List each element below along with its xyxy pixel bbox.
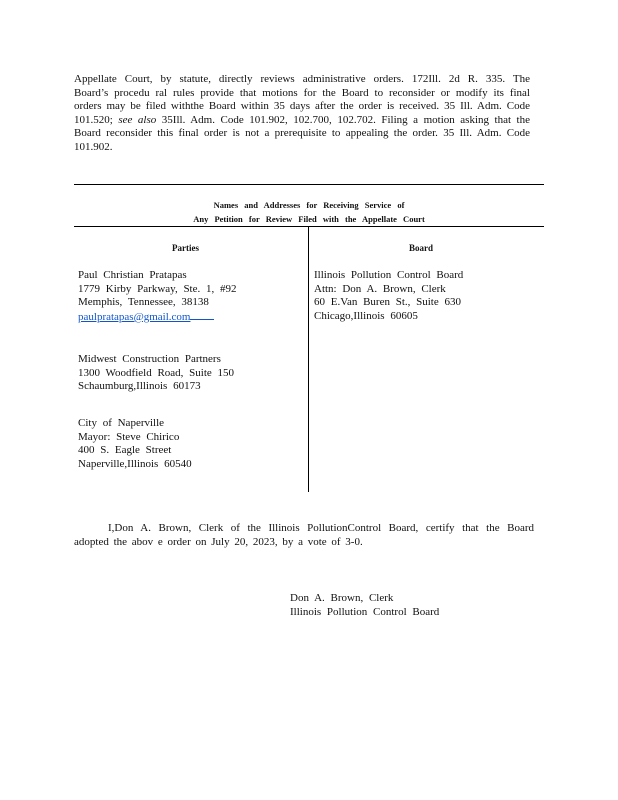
party-block-2 [78, 353, 234, 394]
party-3-street: 400 S. Eagle Street [78, 444, 172, 457]
board-city: Chicago,Illinois 60605 [314, 309, 418, 322]
table-header-rule [74, 226, 544, 227]
table-title-line2: Any Petition for Review Filed with the Appellate Court [193, 214, 425, 224]
board-column-header: Board [409, 243, 434, 253]
paragraph-text-2: 35Ill. Adm. Code 101.902, 102.700, 102.702. Filing a motion asking that the Board reconsider this final order is not a prerequisite to appealing the order. 35 Ill. Adm. Code 101.902. [74, 113, 530, 153]
certification-paragraph: I,Don A. Brown, Clerk of the Illinois PollutionControl Board, certify that the Board adopted the abov e order on July 20, 2023, by a vote of 3-0. [74, 522, 534, 548]
party-2-city: Schaumburg,Illinois 60173 [78, 380, 201, 393]
board-attn: Attn: Don A. Brown, Clerk [314, 282, 446, 295]
party-3-mayor: Mayor: Steve Chirico [78, 430, 180, 443]
table-column-divider [308, 226, 309, 492]
review-paragraph [74, 73, 530, 155]
parties-column-header: Parties [172, 243, 199, 253]
party-1-email-link[interactable]: paulpratapas@gmail.com [78, 310, 191, 323]
board-name: Illinois Pollution Control Board [314, 269, 464, 281]
party-block-1 [78, 269, 237, 323]
table-title-line1: Names and Addresses for Receiving Service of [213, 200, 405, 210]
board-block [314, 269, 463, 323]
signature-name: Don A. Brown, Clerk [290, 592, 394, 604]
party-1-name: Paul Christian Pratapas [78, 269, 187, 281]
table-title [74, 198, 544, 226]
party-3-name: City of Naperville [78, 417, 165, 429]
table-top-rule [74, 184, 544, 185]
party-block-3 [78, 417, 192, 471]
paragraph-text-1: Appellate Court, by statute, directly reviews administrative orders. 172Ill. 2d R. 335. The Board’s procedu ral rules provide that motions for the Board to reconsider or modify its final orders may be filed withthe Board within 35 days after the order is received. 35 Ill. Adm. Code 101.520; [74, 73, 530, 126]
signature-org: Illinois Pollution Control Board [290, 605, 440, 618]
party-2-name: Midwest Construction Partners [78, 353, 221, 365]
party-1-city: Memphis, Tennessee, 38138 [78, 296, 209, 309]
party-2-street: 1300 Woodfield Road, Suite 150 [78, 366, 235, 379]
board-street: 60 E.Van Buren St., Suite 630 [314, 296, 461, 309]
signature-block [290, 592, 439, 619]
see-also-italic: see also [118, 113, 157, 126]
party-3-city: Naperville,Illinois 60540 [78, 457, 192, 470]
party-1-street: 1779 Kirby Parkway, Ste. 1, #92 [78, 282, 237, 295]
